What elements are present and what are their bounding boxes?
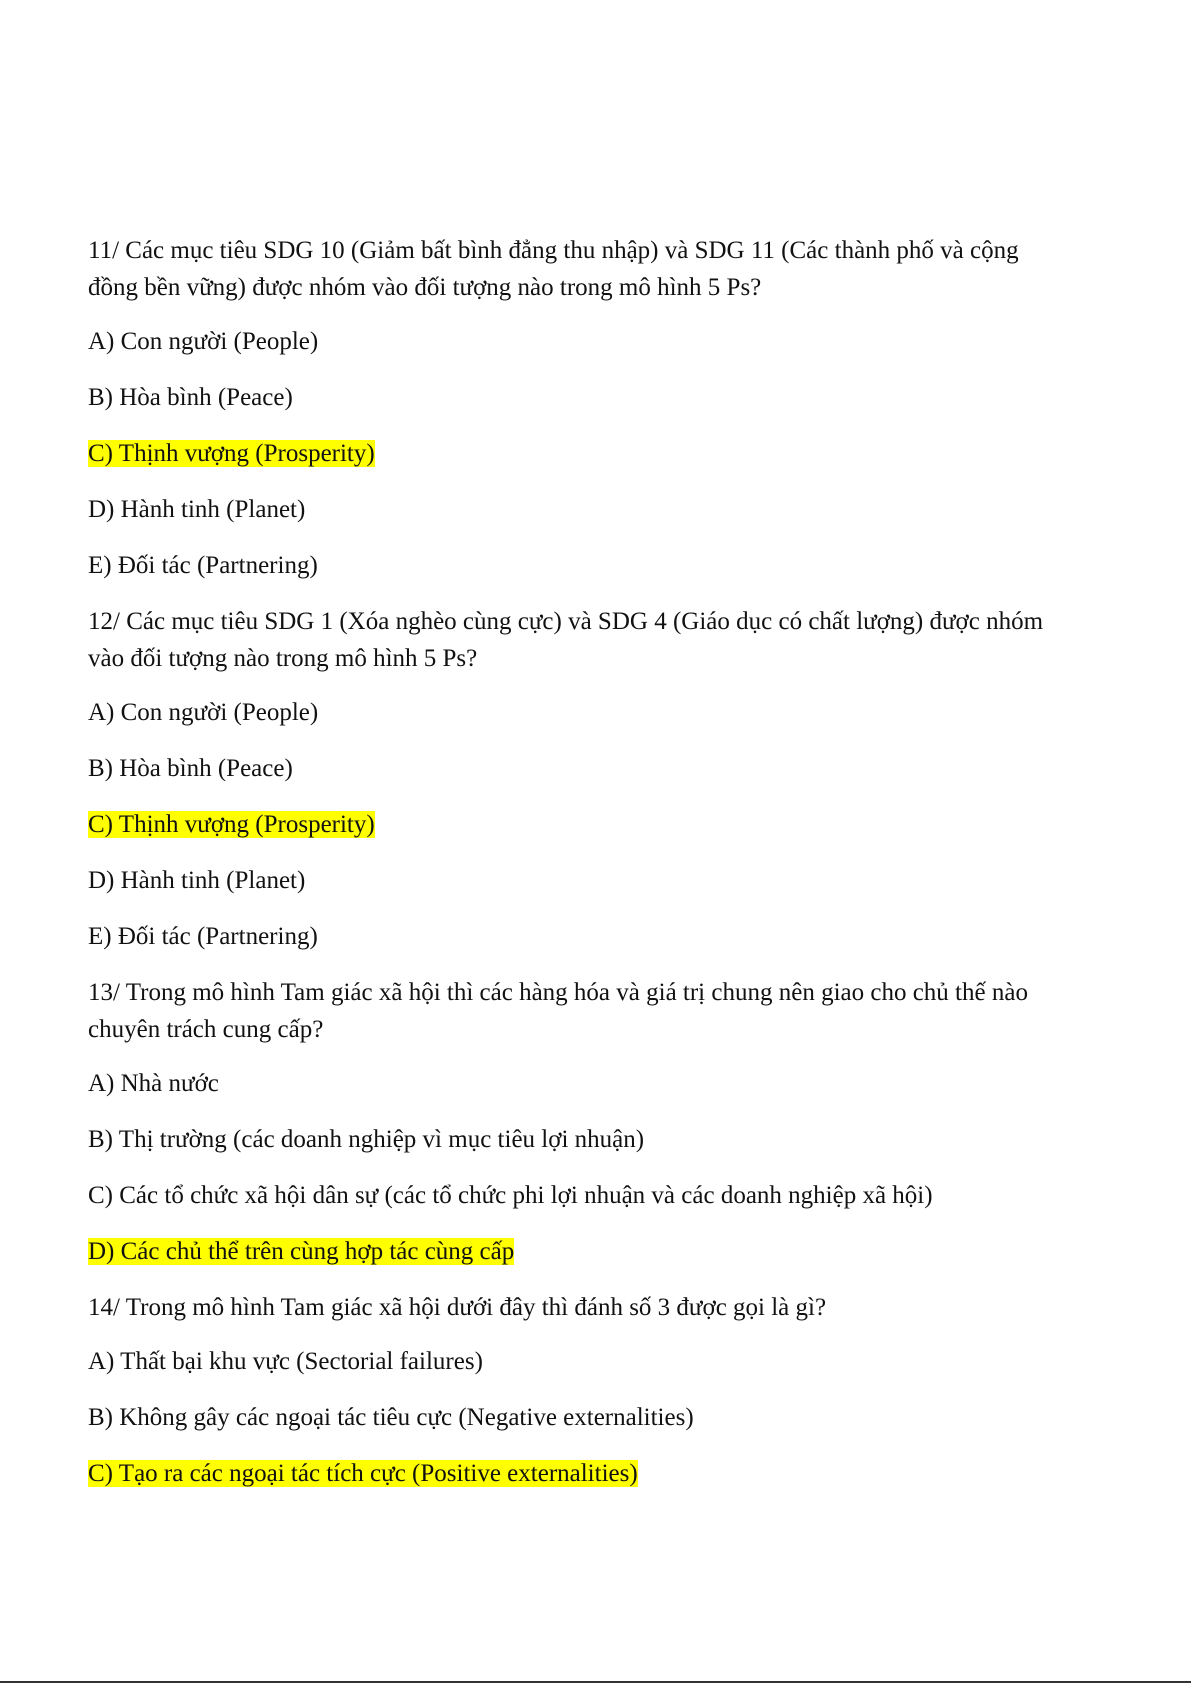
q12-option-e (88, 918, 1048, 955)
q12-option-e-text: E) Đối tác (Partnering) (88, 923, 318, 950)
q14-answer-highlight: C) Tạo ra các ngoại tác tích cực (Positive externalities) (88, 1460, 638, 1487)
q11-option-e (88, 547, 1048, 584)
q11-answer-highlight: C) Thịnh vượng (Prosperity) (88, 440, 375, 467)
q12-option-d-text: D) Hành tinh (Planet) (88, 867, 306, 894)
q13-option-a-text: A) Nhà nước (88, 1070, 219, 1097)
q13-option-d (88, 1233, 1048, 1270)
q13-option-c-text: C) Các tổ chức xã hội dân sự (các tổ chức phi lợi nhuận và các doanh nghiệp xã hội) (88, 1182, 933, 1209)
q12-answer-highlight: C) Thịnh vượng (Prosperity) (88, 811, 375, 838)
q12-option-b (88, 750, 1048, 787)
question-14: 14/ Trong mô hình Tam giác xã hội dưới đây thì đánh số 3 được gọi là gì? (88, 1294, 827, 1321)
document-body (88, 232, 1048, 1511)
q13-option-c (88, 1177, 1048, 1214)
q11-option-a (88, 323, 1048, 360)
q11-option-a-text: A) Con người (People) (88, 328, 319, 355)
page-bottom-divider (0, 1681, 1191, 1683)
q14-option-b-text: B) Không gây các ngoại tác tiêu cực (Negative externalities) (88, 1404, 694, 1431)
q14-option-b (88, 1399, 1048, 1436)
question-12: 12/ Các mục tiêu SDG 1 (Xóa nghèo cùng cực) và SDG 4 (Giáo dục có chất lượng) được nhóm vào đối tượng nào trong mô hình 5 Ps? (88, 608, 1044, 672)
q11-option-c (88, 435, 1048, 472)
question-13: 13/ Trong mô hình Tam giác xã hội thì các hàng hóa và giá trị chung nên giao cho chủ thế nào chuyên trách cung cấp? (88, 979, 1028, 1043)
q11-option-d-text: D) Hành tinh (Planet) (88, 496, 306, 523)
q12-option-b-text: B) Hòa bình (Peace) (88, 755, 293, 782)
q12-option-c (88, 806, 1048, 843)
question-11: 11/ Các mục tiêu SDG 10 (Giảm bất bình đẳng thu nhập) và SDG 11 (Các thành phố và cộng đồng bền vững) được nhóm vào đối tượng nào trong mô hình 5 Ps? (88, 237, 1019, 301)
q14-option-c (88, 1455, 1048, 1492)
q14-option-a-text: A) Thất bại khu vực (Sectorial failures) (88, 1348, 483, 1375)
q11-option-b-text: B) Hòa bình (Peace) (88, 384, 293, 411)
q13-answer-highlight: D) Các chủ thể trên cùng hợp tác cùng cấp (88, 1238, 515, 1265)
q13-option-b-text: B) Thị trường (các doanh nghiệp vì mục tiêu lợi nhuận) (88, 1126, 645, 1153)
q11-option-e-text: E) Đối tác (Partnering) (88, 552, 318, 579)
q12-option-a-text: A) Con người (People) (88, 699, 319, 726)
q12-option-a (88, 694, 1048, 731)
q13-option-a (88, 1065, 1048, 1102)
q12-option-d (88, 862, 1048, 899)
q13-option-b (88, 1121, 1048, 1158)
q11-option-b (88, 379, 1048, 416)
q14-option-a (88, 1343, 1048, 1380)
q11-option-d (88, 491, 1048, 528)
